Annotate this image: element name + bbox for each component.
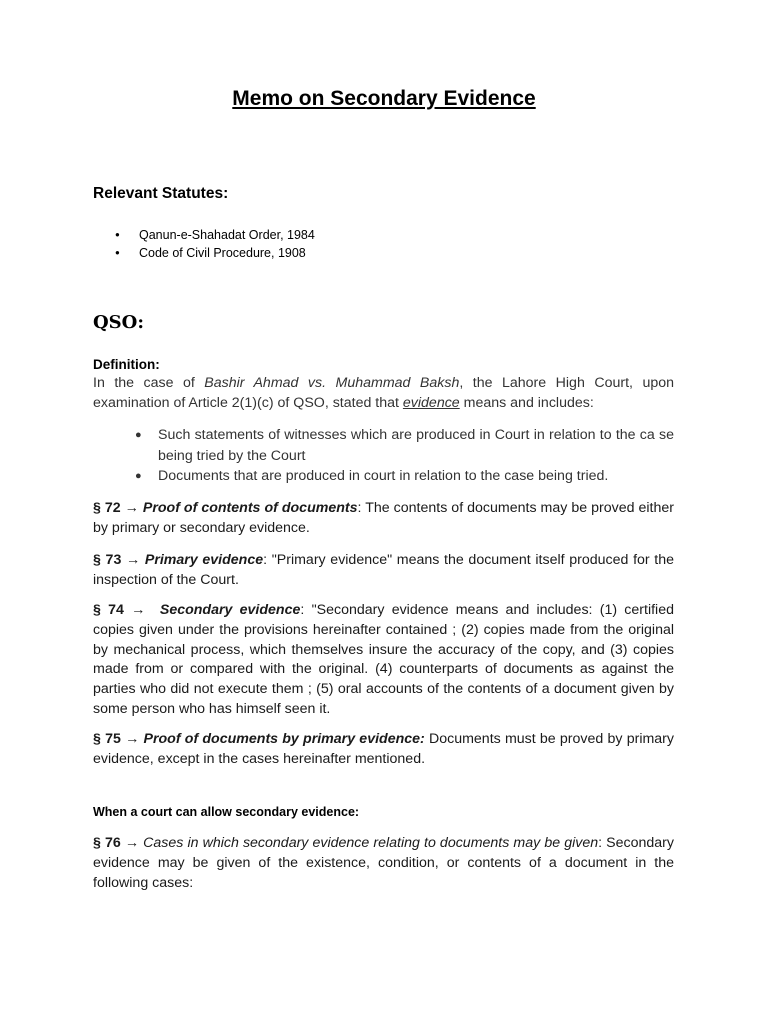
- definition-label: Definition:: [93, 357, 160, 372]
- section-number: § 76 →: [93, 835, 140, 851]
- section-text: Documents must be proved by primary evidence, except in the cases hereinafter mentioned.: [93, 731, 674, 767]
- list-item: ● Qanun-e-Shahadat Order, 1984: [115, 226, 315, 244]
- page-title: Memo on Secondary Evidence: [232, 87, 536, 110]
- section-text: : Secondary evidence may be given of the existence, condition, or contents of a document in the following cases:: [93, 835, 674, 891]
- definition-text: In the case of: [93, 375, 205, 391]
- section-number: § 73 →: [93, 552, 141, 568]
- section-number: § 72 →: [93, 500, 139, 516]
- section-heading: Secondary evidence: [159, 602, 301, 618]
- section-72: [93, 499, 674, 539]
- section-number: § 75 →: [93, 731, 140, 747]
- section-text: : The contents of documents may be proved either by primary or secondary evidence.: [93, 500, 675, 536]
- section-heading: Proof of contents of documents: [142, 500, 358, 516]
- evidence-term: evidence: [402, 394, 460, 411]
- case-name: Bashir Ahmad vs. Muhammad Baksh: [204, 375, 460, 391]
- statutes-list: [115, 226, 315, 262]
- list-item: ● Documents that are produced in court in relation to the case being tried.: [135, 466, 674, 487]
- section-text: : "Secondary evidence means and includes: (1) certified copies given under the provisions hereinafter contained ; (2) copies made from the original by mechanical process, which themselves insure the accuracy of the copy, and (3) copies made from or compared with the original. (4) counterparts of documents as against the parties who did not execute them ; (5) oral accounts of the contents of a document given by some person who has himself seen it.: [93, 602, 674, 717]
- definition-text: , the Lahore High Court, upon examination of Article 2(1)(c) of QSO, stated that: [93, 375, 675, 411]
- definition-paragraph: [93, 374, 674, 414]
- definition-text: means and includes:: [459, 394, 594, 411]
- statutes-heading: Relevant Statutes:: [93, 185, 229, 202]
- section-text: : "Primary evidence" means the document itself produced for the inspection of the Court.: [93, 552, 675, 588]
- section-heading: Proof of documents by primary evidence:: [143, 731, 425, 747]
- section-heading: Primary evidence: [144, 552, 264, 568]
- section-73: [93, 551, 674, 591]
- evidence-list: [135, 425, 674, 487]
- list-item: ● Such statements of witnesses which are produced in Court in relation to the ca se being tried by the Court: [135, 425, 674, 466]
- section-75: [93, 730, 674, 770]
- section-heading: Cases in which secondary evidence relating to documents may be given: [143, 835, 599, 851]
- qso-heading: QSO:: [93, 312, 145, 333]
- section-74: [93, 601, 674, 720]
- section-number: § 74 →: [93, 602, 146, 618]
- section-76: [93, 834, 674, 893]
- when-heading: When a court can allow secondary evidence:: [93, 805, 360, 819]
- list-item: ● Code of Civil Procedure, 1908: [115, 244, 315, 262]
